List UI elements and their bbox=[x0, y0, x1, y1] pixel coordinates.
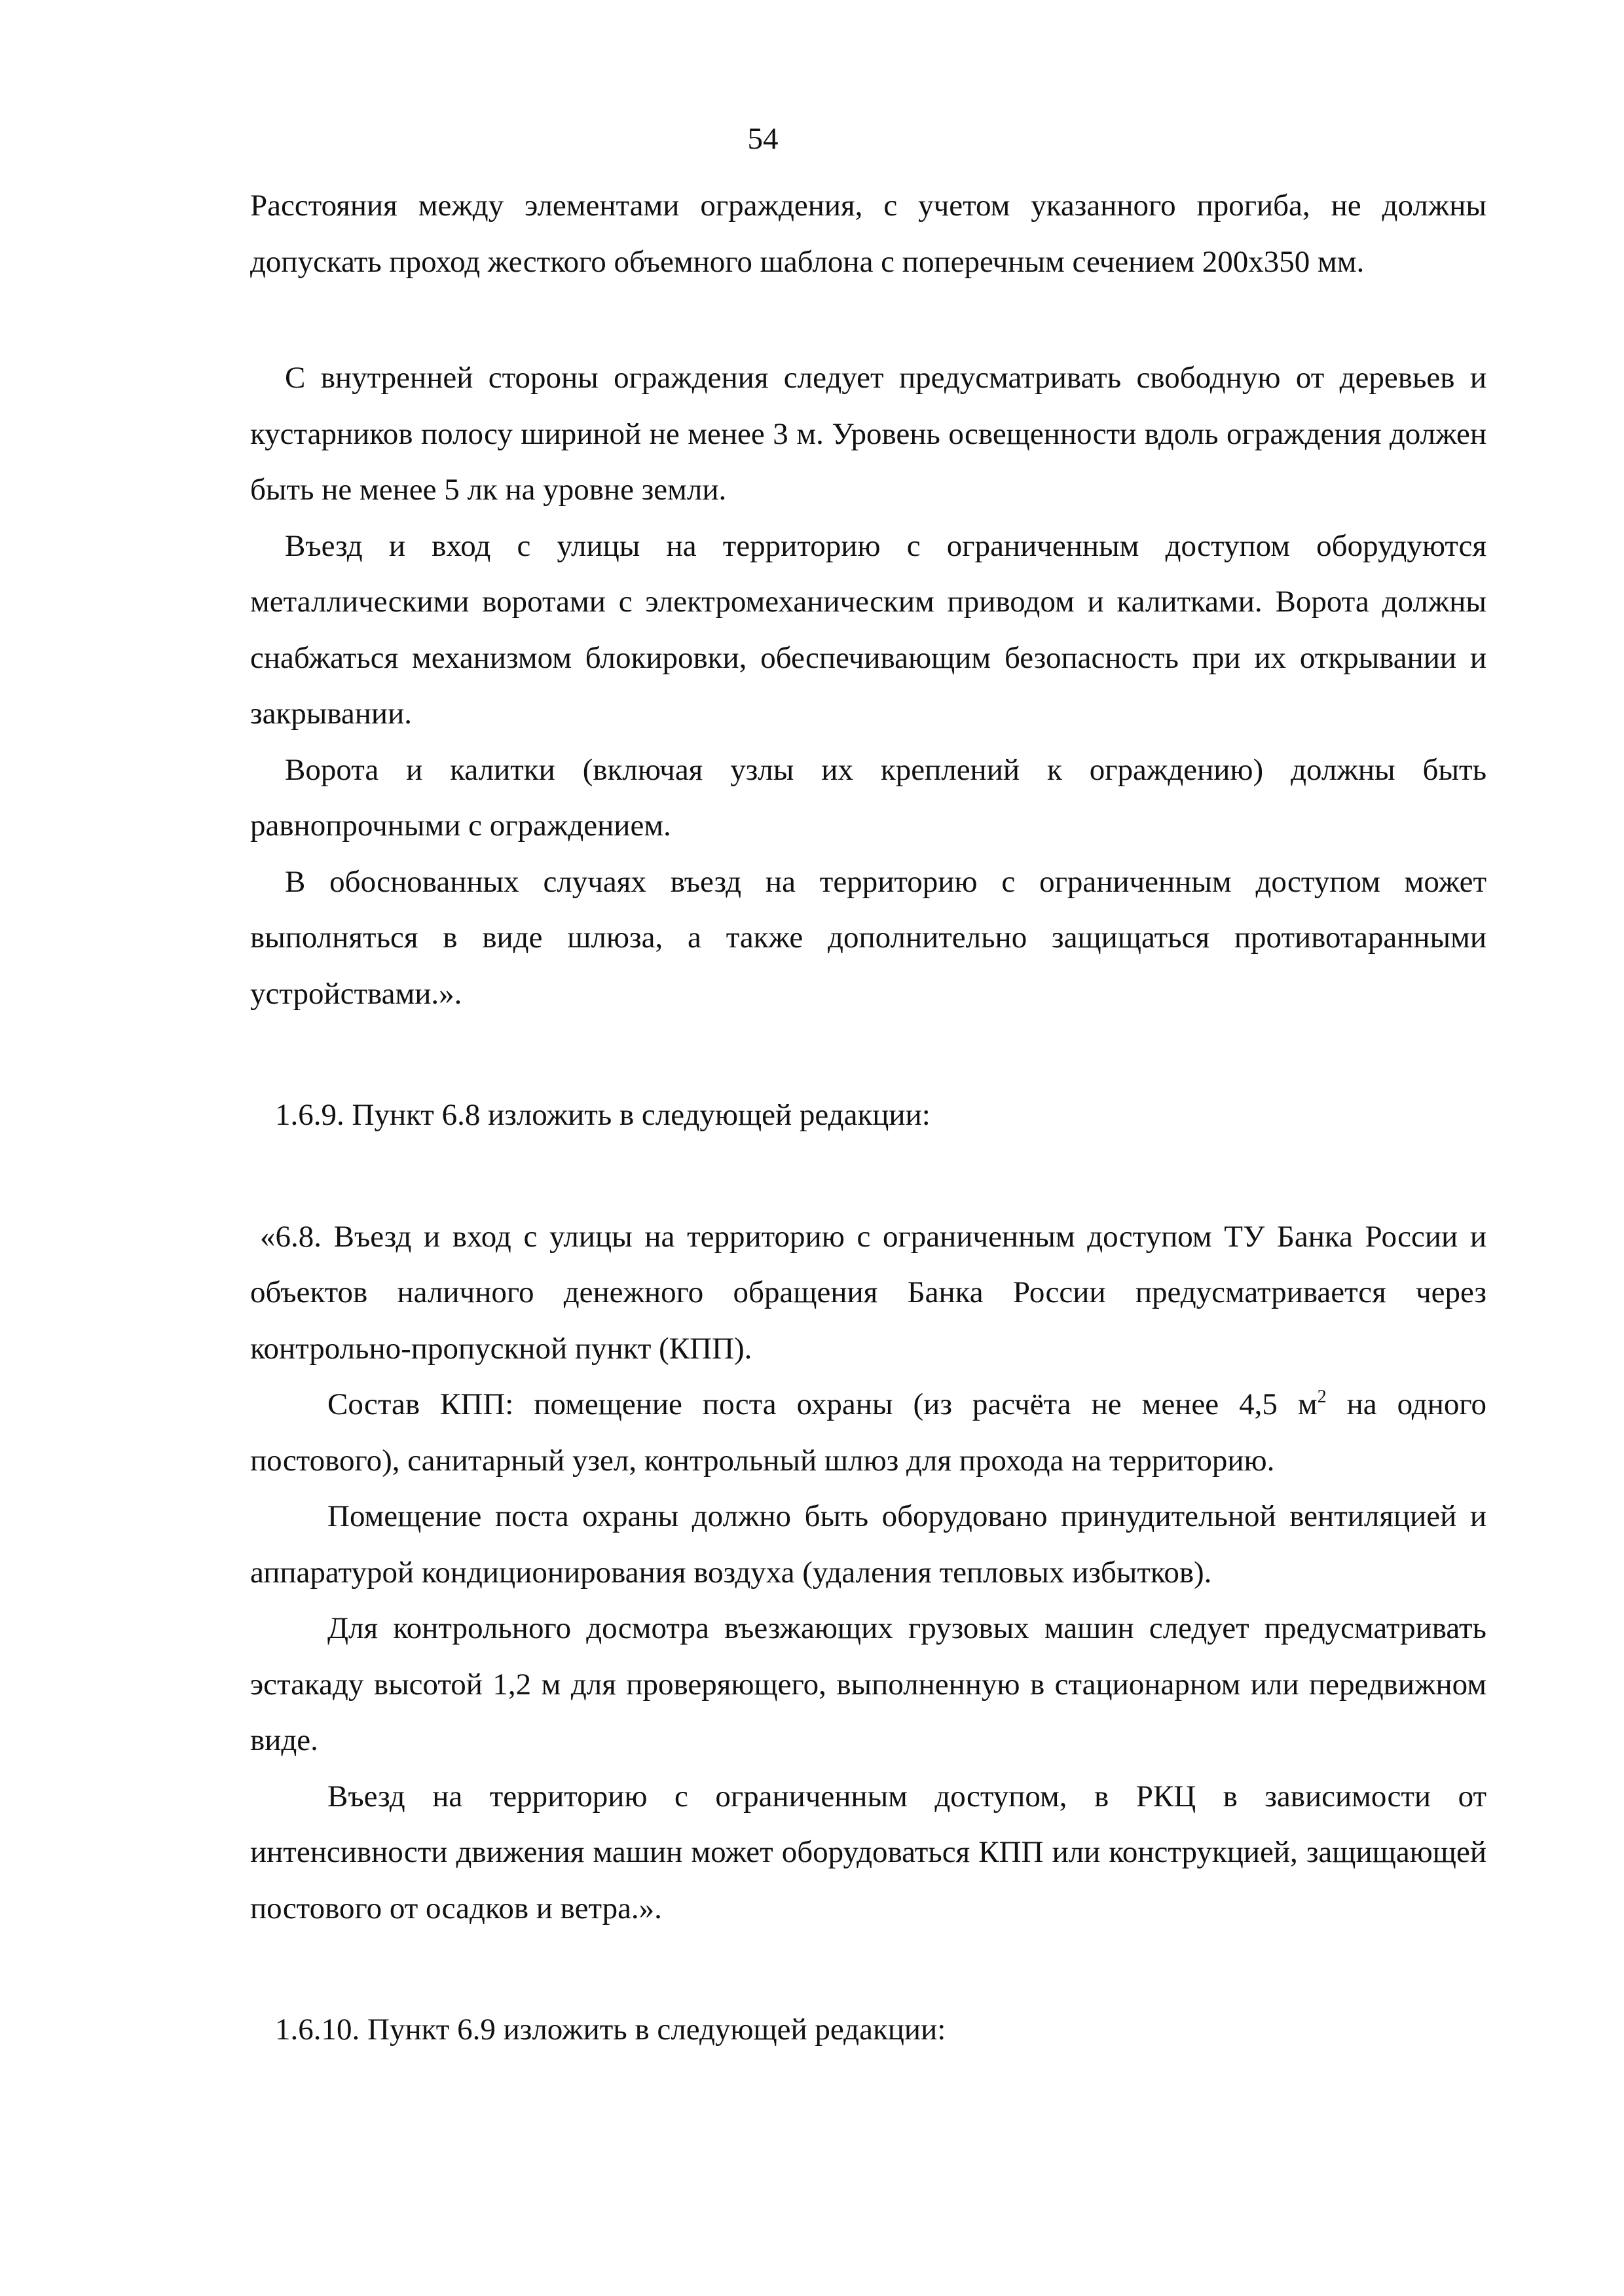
superscript-squared: 2 bbox=[1317, 1387, 1327, 1407]
composition-text-start: Состав КПП: помещение поста охраны (из расчёта не менее 4,5 м bbox=[327, 1387, 1318, 1421]
paragraph-6-8-checkpoint: «6.8. Въезд и вход с улицы на территорию с ограниченным доступом ТУ Банка России и объектов наличного денежного обращения Банка России предусматривается через контрольно-пропускной пункт (КПП). bbox=[250, 1219, 1486, 1366]
paragraph-inspection-ramp: Для контрольного досмотра въезжающих грузовых машин следует предусматривать эстакаду высотой 1,2 м для проверяющего, выполненную в стационарном или передвижном виде. bbox=[250, 1611, 1486, 1757]
page-number: 54 bbox=[747, 122, 779, 156]
paragraph-item-1-6-10: 1.6.10. Пункт 6.9 изложить в следующей редакции: bbox=[275, 2013, 946, 2047]
paragraph-inner-strip: С внутренней стороны ограждения следует предусматривать свободную от деревьев и кустарников полосу шириной не менее 3 м. Уровень освещенности вдоль ограждения должен быть не менее 5 лк на уровне земли. bbox=[250, 361, 1486, 507]
document-body bbox=[250, 178, 1486, 2058]
paragraph-gates-strength: Ворота и калитки (включая узлы их креплений к ограждению) должны быть равнопрочными с ограждением. bbox=[250, 752, 1486, 843]
paragraph-checkpoint-composition bbox=[250, 1377, 1486, 1489]
paragraph-guard-room: Помещение поста охраны должно быть оборудовано принудительной вентиляцией и аппаратурой кондиционирования воздуха (удаления тепловых избытков). bbox=[250, 1499, 1486, 1590]
paragraph-fence-spacing: Расстояния между элементами ограждения, с учетом указанного прогиба, не должны допускать проход жесткого объемного шаблона с поперечным сечением 200х350 мм. bbox=[250, 189, 1486, 279]
paragraph-item-1-6-9: 1.6.9. Пункт 6.8 изложить в следующей редакции: bbox=[275, 1098, 931, 1132]
paragraph-sluice: В обоснованных случаях въезд на территорию с ограниченным доступом может выполняться в виде шлюза, а также дополнительно защищаться противотаранными устройствами.». bbox=[250, 864, 1486, 1011]
composition-text-end: на одного постового), санитарный узел, контрольный шлюз для прохода на территорию. bbox=[250, 1387, 1486, 1478]
paragraph-rkc-entry: Въезд на территорию с ограниченным доступом, в РКЦ в зависимости от интенсивности движения машин может оборудоваться КПП или конструкцией, защищающей постового от осадков и ветра.». bbox=[250, 1779, 1486, 1925]
paragraph-gates: Въезд и вход с улицы на территорию с ограниченным доступом оборудуются металлическими воротами с электромеханическим приводом и калитками. Ворота должны снабжаться механизмом блокировки, обеспечивающим безопасность при их открывании и закрывании. bbox=[250, 528, 1486, 731]
